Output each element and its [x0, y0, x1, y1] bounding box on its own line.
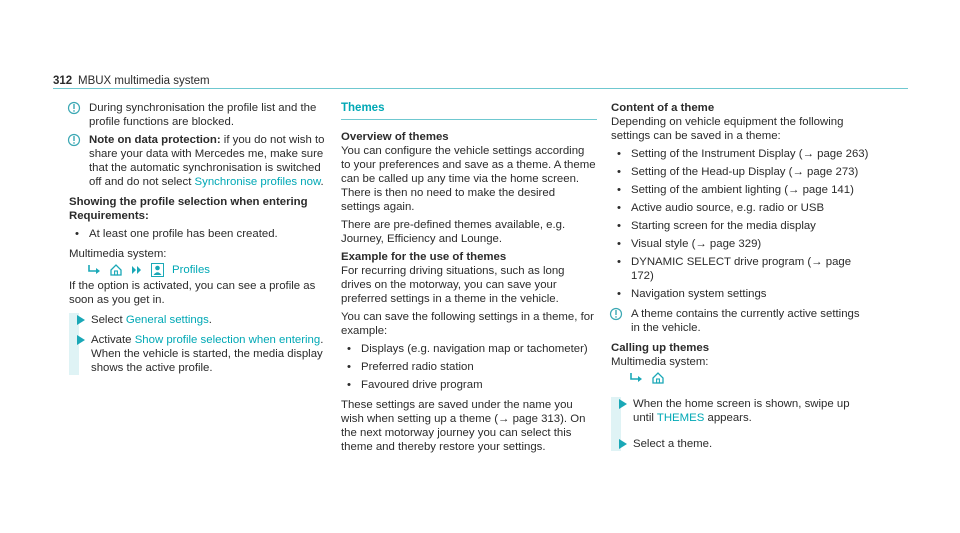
content-text: Depending on vehicle equipment the following settings can be saved in a theme:	[611, 116, 844, 142]
note-sync-text: During synchronisation the profile list and the profile functions are blocked.	[89, 102, 317, 128]
home-icon[interactable]	[651, 371, 665, 385]
steps	[611, 397, 871, 451]
themes-link[interactable]: THEMES	[656, 412, 705, 424]
general-settings-link[interactable]: General settings	[125, 314, 209, 326]
step-1-text	[633, 397, 871, 425]
list-item: • Starting screen for the media display	[611, 219, 871, 233]
overview-heading: Overview of themes	[341, 131, 449, 143]
note-theme-text: A theme contains the currently active settings in the vehicle.	[631, 308, 860, 334]
list-item: • DYNAMIC SELECT drive program (→ page 172)	[611, 255, 871, 283]
menu-path	[611, 369, 871, 387]
column-middle	[341, 101, 597, 454]
step-1-end: appears.	[704, 412, 752, 424]
note-data-protection-text	[89, 133, 329, 189]
synchronise-link[interactable]: Synchronise profiles now	[194, 176, 321, 188]
info-icon	[67, 101, 81, 115]
step-2-text: Select a theme.	[633, 438, 713, 450]
note-body: if you do not wish to share your data with Mercedes me, make sure that the automatic synchronisation is switched off and do not select	[89, 134, 325, 188]
calling-heading: Calling up themes	[611, 342, 710, 354]
content-heading: Content of a theme	[611, 102, 715, 114]
profile-icon	[151, 263, 164, 277]
path-arrow-icon	[87, 264, 101, 276]
note-data-protection	[69, 133, 329, 189]
step-2	[611, 437, 871, 451]
info-icon	[67, 133, 81, 147]
step-arrow-icon	[77, 335, 85, 345]
step-2-pre: Activate	[91, 334, 135, 346]
list-item: • Active audio source, e.g. radio or USB	[611, 201, 871, 215]
profile-description: If the option is activated, you can see a profile as soon as you get in.	[69, 280, 316, 306]
note-bold: Note on data protection:	[89, 134, 221, 146]
step-arrow-icon	[619, 399, 627, 409]
page-title: MBUX multimedia system	[78, 75, 210, 87]
list-item: • Navigation system settings	[611, 287, 871, 301]
step-1	[69, 313, 329, 327]
step-2	[69, 333, 329, 375]
list-item: • Setting of the Head-up Display (→ page 273)	[611, 165, 871, 179]
section-title-themes: Themes	[341, 101, 597, 120]
show-profile-selection-link[interactable]: Show profile selection when entering	[134, 334, 321, 346]
note-sync	[69, 101, 329, 129]
page-number: 312	[53, 75, 73, 87]
requirement-item: • At least one profile has been created.	[69, 227, 329, 241]
step-2-result: When the vehicle is started, the media display shows the active profile.	[91, 348, 323, 374]
list-item: • Preferred radio station	[341, 360, 597, 374]
step-2-text	[91, 333, 329, 347]
step-1	[611, 397, 871, 425]
info-icon	[609, 307, 623, 321]
step-arrow-icon	[619, 439, 627, 449]
save-text: You can save the following settings in a theme, for example:	[341, 311, 594, 337]
example-text: For recurring driving situations, such as long drives on the motorway, you can save your preferred settings in a theme in the vehicle.	[341, 265, 565, 305]
requirements-label: Requirements:	[69, 210, 149, 222]
list-item: • Visual style (→ page 329)	[611, 237, 871, 251]
column-left	[69, 101, 329, 375]
example-heading: Example for the use of themes	[341, 251, 507, 263]
step-2-end: .	[320, 334, 324, 346]
menu-path	[69, 261, 329, 279]
note-end: .	[320, 176, 324, 188]
step-1-text	[91, 313, 329, 327]
step-1-pre: When the home screen is shown, swipe up until	[633, 398, 850, 424]
column-right	[611, 101, 871, 451]
list-item: • Favoured drive program	[341, 378, 597, 392]
profiles-menu-item[interactable]: Profiles	[172, 264, 210, 276]
double-chevron-icon	[131, 264, 143, 276]
multimedia-label: Multimedia system:	[69, 248, 167, 260]
predefined-text: There are pre-defined themes available, e.g. Journey, Efficiency and Lounge.	[341, 219, 566, 245]
home-icon[interactable]	[109, 263, 123, 277]
page-header	[53, 0, 908, 89]
list-item: • Setting of the Instrument Display (→ page 263)	[611, 147, 871, 161]
path-arrow-icon	[629, 372, 643, 384]
step-1-pre: Select	[91, 314, 126, 326]
steps	[69, 313, 329, 375]
list-item: • Setting of the ambient lighting (→ page 141)	[611, 183, 871, 197]
step-arrow-icon	[77, 315, 85, 325]
overview-text: You can configure the vehicle settings according to your preferences and save as a theme. A theme can be called up any time via the home screen. There is then no need to make the desired settings again.	[341, 145, 596, 213]
list-item: • Displays (e.g. navigation map or tachometer)	[341, 342, 597, 356]
step-1-end: .	[208, 314, 212, 326]
section-heading-profile: Showing the profile selection when entering	[69, 196, 308, 208]
note-theme	[611, 307, 871, 335]
saved-text: These settings are saved under the name you wish when setting up a theme (→ page 313). On the next motorway journey you can select this theme and thereby restore your settings.	[341, 399, 586, 453]
multimedia-label: Multimedia system:	[611, 356, 709, 368]
